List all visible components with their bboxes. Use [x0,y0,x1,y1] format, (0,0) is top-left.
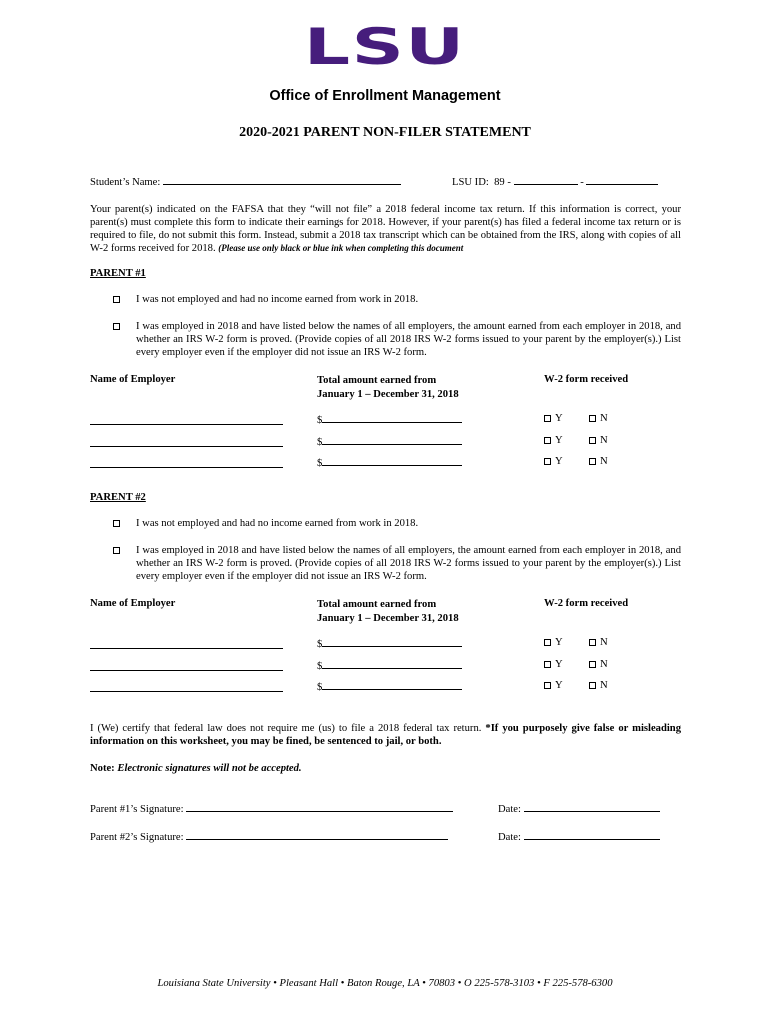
parent2-col-employer: Name of Employer [90,598,176,609]
parent1-date-label: Date: [498,804,521,815]
lsu-id-dash: - [580,177,584,188]
parent2-employed-text: I was employed in 2018 and have listed below the names of all employers, the amount earned from each employer in 2018, and whether an IRS W-2 form is proved. (Provide copies of all 2018 IRS W-2 forms issued to your parent by the employer(s).) List every employer even if the employer did not issue an IRS W-2 form. [136,545,681,582]
parent2-w2-no-1[interactable] [589,637,608,648]
parent1-col-employer: Name of Employer [90,374,176,385]
note-text: Electronic signatures will not be accepted. [117,763,302,774]
parent2-w2-yes-2[interactable] [544,659,563,670]
parent1-date-field[interactable] [524,802,660,812]
parent2-employer-field-3[interactable] [90,682,283,692]
parent1-date-row [498,802,660,815]
lsu-id-field-1[interactable] [514,175,578,185]
parent2-signature-field[interactable] [186,830,448,840]
parent1-heading: PARENT #1 [90,268,146,279]
parent2-w2-no-2[interactable] [589,659,608,670]
lsu-id-label: LSU ID: [452,177,489,188]
parent1-employed-checkbox[interactable] [113,323,120,330]
student-name-row [90,175,401,188]
parent1-employer-field-1[interactable] [90,415,283,425]
parent1-w2-no-2[interactable] [589,435,608,446]
parent1-not-employed-checkbox[interactable] [113,296,120,303]
dollar-sign: $ [317,437,323,448]
parent2-amount-2 [317,659,462,672]
parent1-col-amount-line2: January 1 – December 31, 2018 [317,389,459,400]
yes-label: Y [555,413,563,424]
no-label: N [600,435,608,446]
checkbox[interactable] [589,458,596,465]
parent2-date-label: Date: [498,832,521,843]
student-name-label: Student’s Name: [90,177,161,188]
dollar-sign: $ [317,639,323,650]
parent2-not-employed-text: I was not employed and had no income earned from work in 2018. [136,518,419,529]
parent2-employer-field-2[interactable] [90,661,283,671]
certification-warning: *If you purposely give false or misleading information on this worksheet, you may be fined, be sentenced to jail, or both. [90,723,681,747]
student-name-field[interactable] [163,175,401,185]
parent2-employed-checkbox[interactable] [113,547,120,554]
parent2-not-employed-checkbox[interactable] [113,520,120,527]
office-name: Office of Enrollment Management [269,88,501,104]
parent2-signature-row [90,830,448,843]
parent2-col-amount [317,598,459,626]
checkbox[interactable] [544,639,551,646]
parent1-amount-2 [317,435,462,448]
form-title: 2020-2021 PARENT NON-FILER STATEMENT [239,125,531,140]
parent2-amount-field-3[interactable] [322,680,462,690]
parent1-signature-row [90,802,453,815]
parent1-col-amount [317,374,459,402]
parent1-amount-1 [317,413,462,426]
parent1-amount-field-2[interactable] [322,435,462,445]
parent1-signature-label: Parent #1’s Signature: [90,804,184,815]
checkbox[interactable] [589,682,596,689]
no-label: N [600,659,608,670]
checkbox[interactable] [589,437,596,444]
parent1-w2-yes-1[interactable] [544,413,563,424]
no-label: N [600,680,608,691]
certification-paragraph [90,722,681,748]
footer-address: Louisiana State University • Pleasant Hall • Baton Rouge, LA • 70803 • O 225-578-3103 • F 225-578-6300 [157,978,613,989]
parent2-w2-yes-3[interactable] [544,680,563,691]
yes-label: Y [555,456,563,467]
yes-label: Y [555,637,563,648]
parent1-w2-yes-2[interactable] [544,435,563,446]
parent2-signature-label: Parent #2’s Signature: [90,832,184,843]
parent2-amount-field-1[interactable] [322,637,462,647]
no-label: N [600,413,608,424]
parent1-w2-no-3[interactable] [589,456,608,467]
dollar-sign: $ [317,661,323,672]
lsu-id-row [452,175,658,188]
checkbox[interactable] [544,458,551,465]
certification-text: I (We) certify that federal law does not require me (us) to file a 2018 federal tax return. [90,723,482,734]
no-label: N [600,637,608,648]
parent1-amount-3 [317,456,462,469]
parent2-employer-field-1[interactable] [90,639,283,649]
lsu-logo [0,20,770,74]
parent2-col-amount-line1: Total amount earned from [317,599,437,610]
lsu-logo-text: LSU [304,18,466,76]
signature-note [90,763,302,774]
parent2-w2-no-3[interactable] [589,680,608,691]
ink-note: (Please use only black or blue ink when completing this document [218,243,464,253]
parent2-date-field[interactable] [524,830,660,840]
no-label: N [600,456,608,467]
parent1-amount-field-1[interactable] [322,413,462,423]
parent1-not-employed-text: I was not employed and had no income earned from work in 2018. [136,294,419,305]
parent2-col-amount-line2: January 1 – December 31, 2018 [317,613,459,624]
lsu-id-field-2[interactable] [586,175,658,185]
checkbox[interactable] [544,661,551,668]
parent2-heading: PARENT #2 [90,492,146,503]
parent1-col-amount-line1: Total amount earned from [317,375,437,386]
parent1-signature-field[interactable] [186,802,453,812]
parent2-amount-3 [317,680,462,693]
dollar-sign: $ [317,682,323,693]
parent2-w2-yes-1[interactable] [544,637,563,648]
checkbox[interactable] [589,639,596,646]
parent1-employer-field-3[interactable] [90,458,283,468]
parent1-employer-field-2[interactable] [90,437,283,447]
lsu-id-prefix: 89 - [494,177,511,188]
parent2-col-w2: W-2 form received [544,598,629,609]
checkbox[interactable] [589,661,596,668]
checkbox[interactable] [544,437,551,444]
yes-label: Y [555,659,563,670]
parent1-employed-text: I was employed in 2018 and have listed below the names of all employers, the amount earned from each employer in 2018, and whether an IRS W-2 form is proved. (Provide copies of all 2018 IRS W-2 forms issued to your parent by the employer(s).) List every employer even if the employer did not issue an IRS W-2 form. [136,321,681,358]
dollar-sign: $ [317,458,323,469]
note-label: Note: [90,763,115,774]
checkbox[interactable] [544,682,551,689]
parent2-amount-field-2[interactable] [322,659,462,669]
parent2-amount-1 [317,637,462,650]
yes-label: Y [555,435,563,446]
parent1-w2-yes-3[interactable] [544,456,563,467]
parent2-date-row [498,830,660,843]
checkbox[interactable] [544,415,551,422]
intro-paragraph [90,203,681,255]
yes-label: Y [555,680,563,691]
parent1-col-w2: W-2 form received [544,374,629,385]
intro-text: Your parent(s) indicated on the FAFSA that they “will not file” a 2018 federal income tax return. If this information is correct, your parent(s) must complete this form to indicate their earnings for 2018. However, if your parent(s) has filed a federal income tax return or is required to file, do not submit this form. Instead, submit a 2018 tax transcript which can be obtained from the IRS, along with copies of all W-2 forms received for 2018. [90,204,681,254]
parent1-amount-field-3[interactable] [322,456,462,466]
checkbox[interactable] [589,415,596,422]
parent1-w2-no-1[interactable] [589,413,608,424]
dollar-sign: $ [317,415,323,426]
